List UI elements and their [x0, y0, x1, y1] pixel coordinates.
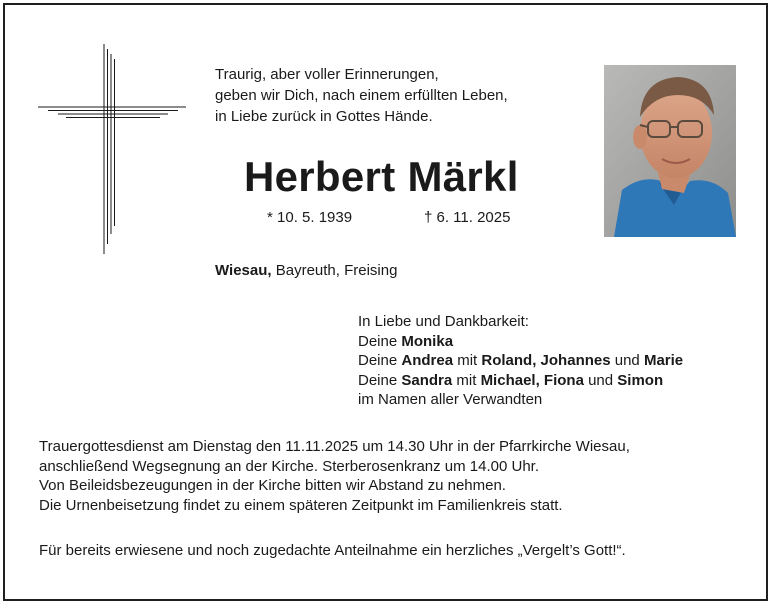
service-line: Von Beileidsbezeugungen in der Kirche bitten wir Abstand zu nehmen. — [39, 477, 506, 494]
intro-text — [215, 64, 508, 127]
thanks-line: Für bereits erwiesene und noch zugedachte Anteilnahme ein herzliches „Vergelt’s Gott!“. — [39, 542, 626, 559]
service-line: anschließend Wegsegnung an der Kirche. Sterberosenkranz um 14.00 Uhr. — [39, 457, 540, 475]
intro-line: Traurig, aber voller Erinnerungen, — [215, 66, 439, 83]
family-line: Deine Andrea mit Roland, Johannes und Marie — [358, 352, 684, 369]
service-info — [39, 437, 630, 515]
cross-icon — [38, 44, 188, 256]
family-closing: im Namen aller Verwandten — [358, 391, 543, 408]
primary-place: Wiesau, — [215, 262, 272, 279]
intro-line: in Liebe zurück in Gottes Hände. — [215, 108, 433, 125]
places-line — [215, 262, 397, 279]
other-places: Bayreuth, Freising — [271, 262, 398, 279]
family-line: Deine Monika — [358, 332, 454, 350]
service-line: Die Urnenbeisetzung findet zu einem späteren Zeitpunkt im Familienkreis statt. — [39, 496, 563, 514]
portrait-photo — [604, 65, 736, 237]
family-signature — [358, 312, 683, 410]
service-line: Trauergottesdienst am Dienstag den 11.11.2025 um 14.30 Uhr in der Pfarrkirche Wiesau, — [39, 438, 630, 455]
birth-date: * 10. 5. 1939 — [267, 209, 353, 226]
death-date: † 6. 11. 2025 — [424, 209, 511, 226]
deceased-name: Herbert Märkl — [244, 153, 519, 200]
family-line: Deine Sandra mit Michael, Fiona und Simon — [358, 371, 664, 389]
family-heading: In Liebe und Dankbarkeit: — [358, 313, 529, 330]
intro-line: geben wir Dich, nach einem erfüllten Leben, — [215, 87, 508, 104]
